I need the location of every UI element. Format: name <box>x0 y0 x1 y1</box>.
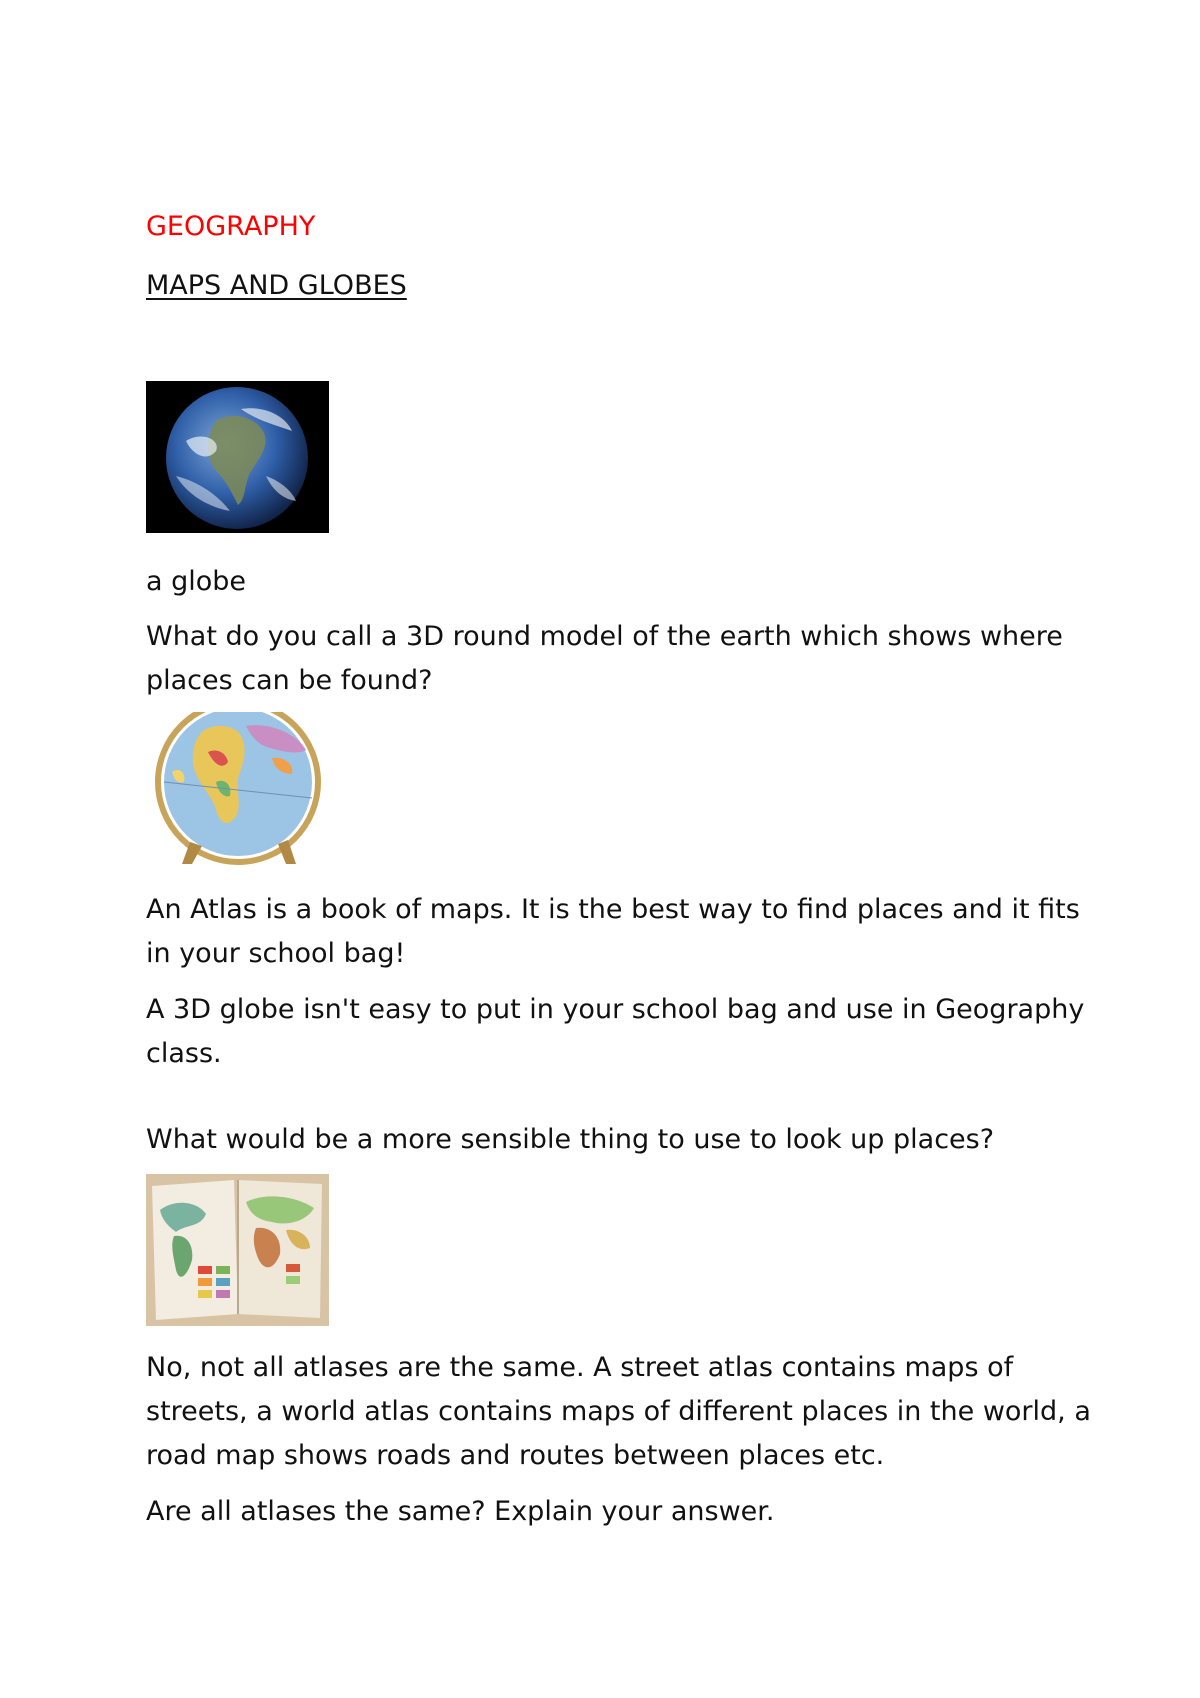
page-title: GEOGRAPHY <box>146 211 316 242</box>
paragraph-atlases-line1: No, not all atlases are the same. A street atlas contains maps of <box>146 1352 1014 1383</box>
paragraph-atlases-line3: road map shows roads and routes between places etc. <box>146 1440 885 1471</box>
desk-globe-photo <box>146 712 329 866</box>
paragraph-final-question: Are all atlases the same? Explain your answer. <box>146 1496 775 1527</box>
section-heading: MAPS AND GLOBES <box>146 270 407 301</box>
paragraph-globe-label: a globe <box>146 566 247 597</box>
paragraph-atlases-line2: streets, a world atlas contains maps of different places in the world, a <box>146 1396 1091 1427</box>
paragraph-globe-bag-line1: A 3D globe isn't easy to put in your school bag and use in Geography <box>146 994 1085 1025</box>
paragraph-question-line2: places can be found? <box>146 665 433 696</box>
paragraph-atlas-line2: in your school bag! <box>146 938 406 969</box>
earth-photo <box>146 381 329 533</box>
paragraph-question-line1: What do you call a 3D round model of the earth which shows where <box>146 621 1063 652</box>
open-atlas-photo <box>146 1174 329 1326</box>
paragraph-atlas-line1: An Atlas is a book of maps. It is the best way to find places and it fits <box>146 894 1080 925</box>
paragraph-globe-bag-line2: class. <box>146 1038 222 1069</box>
paragraph-sensible-question: What would be a more sensible thing to use to look up places? <box>146 1124 995 1155</box>
